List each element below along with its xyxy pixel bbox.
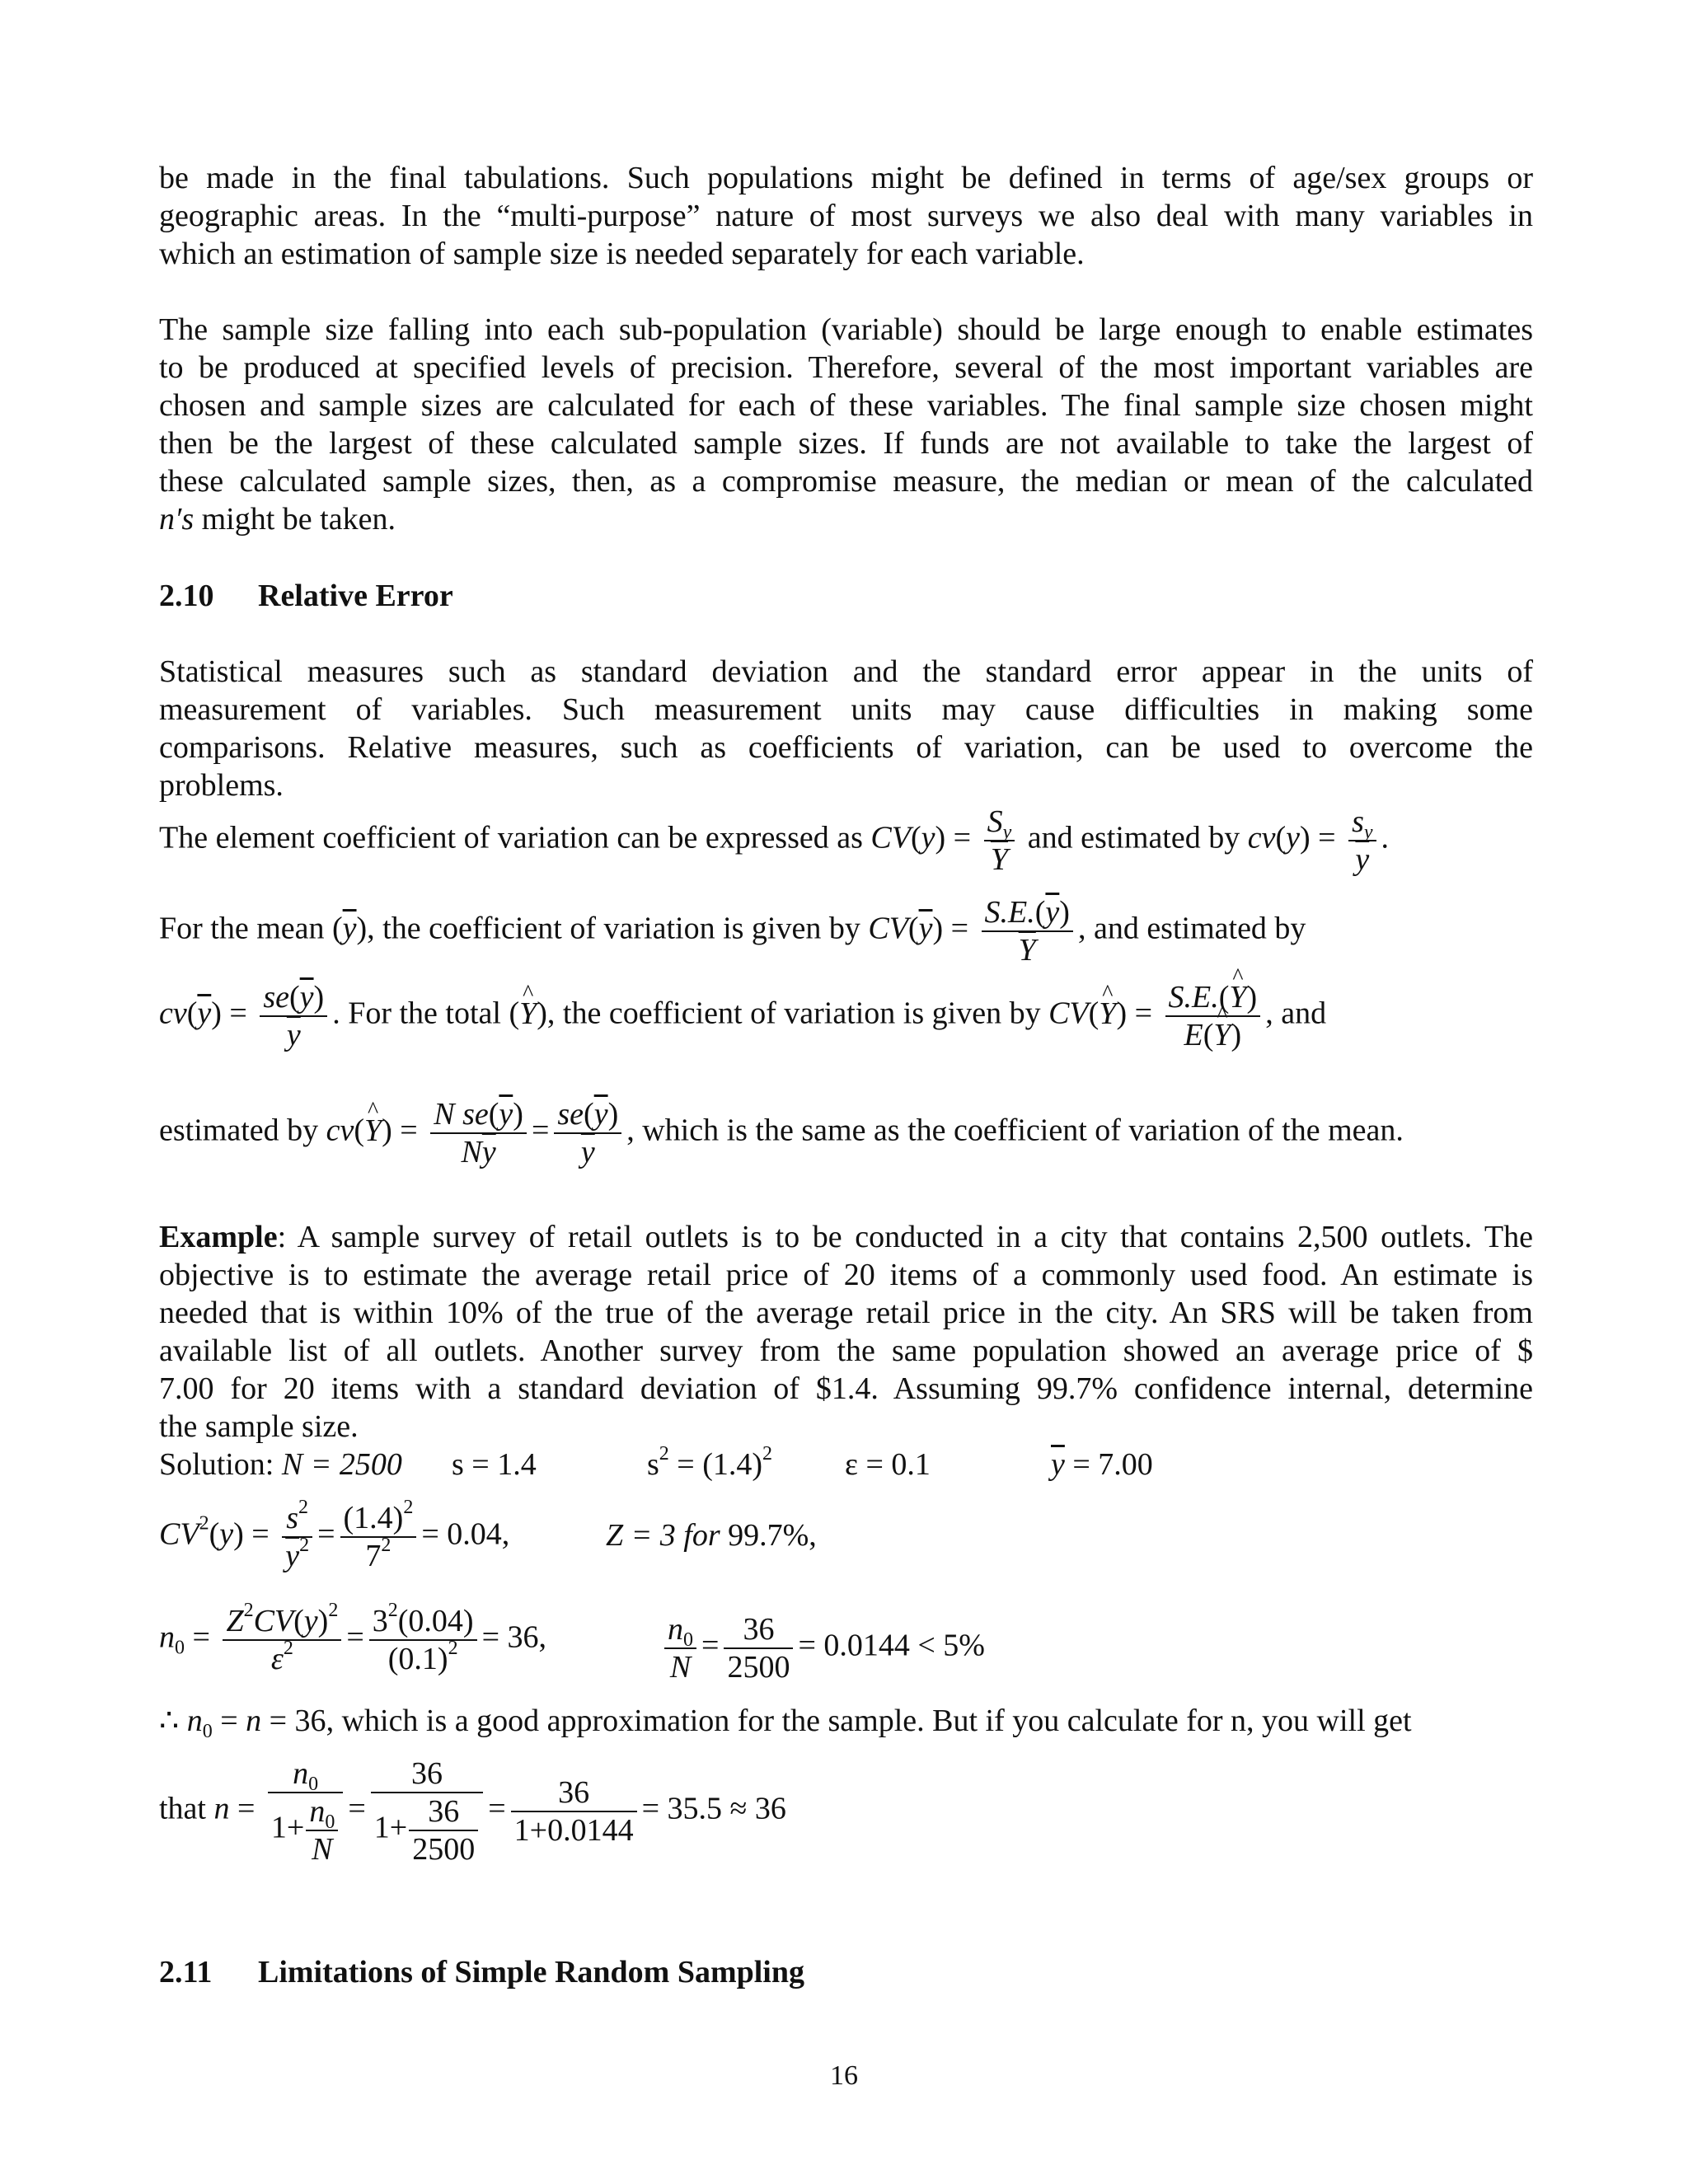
text-fragment: ), the coefficient of variation is given by — [537, 996, 1041, 1031]
fraction-sy-ybar: $\frac{s_y}{y}$ — [1348, 804, 1376, 878]
fraction-Sy-Ybar: $\frac{S_y}{Y}$ — [984, 804, 1015, 878]
text-fragment: = 36, — [481, 1619, 547, 1655]
text-line: The sample size falling into each sub-population (variable) should be large enough to enable estimates — [159, 312, 1533, 347]
text-line: 7.00 for 20 items with a standard deviation of $1.4. Assuming 99.7% confidence internal, determine — [159, 1371, 1533, 1406]
solution-line — [159, 1446, 402, 1483]
text-line: to be produced at specified levels of precision. Therefore, several of the most important variables are — [159, 350, 1533, 385]
text-line: available list of all outlets. Another survey from the same population showed an average price of $ — [159, 1333, 1533, 1368]
text-fragment: = 0.04, — [421, 1516, 510, 1552]
text-line: which an estimation of sample size is needed separately for each variable. — [159, 237, 1085, 271]
text-fragment: The element coefficient of variation can be expressed as — [159, 820, 863, 855]
text-line: the sample size. — [159, 1409, 359, 1444]
page-number: 16 — [830, 2060, 858, 2091]
solution-N: N = 2500 — [281, 1447, 402, 1482]
solution-epsilon: ε = 0.1 — [845, 1447, 931, 1482]
fraction-numeric: $\frac{3^2(0.04)}{(0.1)^2}$ — [369, 1603, 477, 1677]
text-line: be made in the final tabulations. Such populations might be defined in terms of age/sex groups or — [159, 161, 1533, 195]
paragraph-2 — [159, 311, 1533, 538]
section-number: 2.11 — [159, 1955, 213, 1990]
example-label: Example — [159, 1220, 278, 1254]
text-fragment: estimated by — [159, 1113, 319, 1148]
text-fragment: , which is the same as the coefficient of variation of the mean. — [626, 1113, 1404, 1148]
text-line — [159, 1218, 1533, 1256]
text-fragment: = 35.5 ≈ 36 — [641, 1791, 786, 1826]
text-line: these calculated sample sizes, then, as a compromise measure, the median or mean of the calculated — [159, 464, 1533, 499]
fraction-n0-N: $\frac{n_0}{N}$ — [664, 1611, 696, 1685]
cv-line-1: The element coefficient of variation can be expressed as CV(y) = $\frac{S_y}{Y}$ and estimated by cv(y) = $\frac{s_y}{y}$ . — [159, 804, 1390, 877]
text-line — [159, 500, 1533, 538]
section-heading-2-11 — [159, 1953, 804, 1991]
text-fragment: and estimated by — [1027, 820, 1240, 855]
cv-line-3: $cv(\overline{y})$ = $\frac{se(\overline{y})}{y}$ . For the total (^ Y), the coefficient of variation is given by CV(^ Y) = $\frac{S.E.(\^{} Y)}{E(\^{} Y)}$ , and — [159, 979, 1326, 1053]
fraction-14sq-7sq: $\frac{(1.4)^2}{7^2}$ — [340, 1500, 417, 1574]
fraction-se-y: $\frac{se(\overline{y})}{y}$ — [554, 1096, 621, 1170]
fraction-n0-1plus: $n_0$ 1+ $\frac{n_0}{N}$ — [268, 1755, 343, 1868]
math-ns: n′s — [159, 502, 195, 537]
n0-equation: $n_0$ = $\frac{Z^2CV(y)^2}{\varepsilon^2}$ = $\frac{3^2(0.04)}{(0.1)^2}$ = 36, — [159, 1600, 547, 1676]
text-fragment: : A sample survey of retail outlets is to be conducted in a city that contains 2,500 outlets. The — [277, 1220, 1533, 1254]
paragraph-3 — [159, 653, 1533, 804]
cv-line-2: For the mean $(\overline{y})$, the coefficient of variation is given by $CV(\overline{y})$ = $\frac{S.E.(\overline{y})}{Y}$ , and estimated by — [159, 895, 1306, 968]
paragraph-1 — [159, 159, 1533, 273]
final-n-equation: that n = $n_0$ 1+ $\frac{n_0}{N}$ = 36 1+ $\frac{36}{2500}$ = $\frac{36}{1+0.0144}$ = 35.5 ≈ 36 — [159, 1756, 786, 1867]
fraction-SE-ybar: $\frac{S.E.(\overline{y})}{Y}$ — [982, 894, 1073, 968]
text-fragment: 99.7%, — [720, 1518, 817, 1553]
text-line: problems. — [159, 768, 284, 803]
cv-line-4: estimated by cv(^ Y) = $\frac{N se(\overline{y})}{N\overline{y}}$ = $\frac{se(\overline{y})}{y}$ , which is the same as the coefficient of variation of the mean. — [159, 1096, 1404, 1170]
text-line: chosen and sample sizes are calculated for each of these variables. The final sample size chosen might — [159, 388, 1533, 423]
text-line: then be the largest of these calculated sample sizes. If funds are not available to take the largest of — [159, 426, 1533, 461]
solution-ybar: $\overline{y} = 7.00$ — [1051, 1447, 1153, 1482]
text-fragment: , and — [1265, 996, 1327, 1031]
z-value — [606, 1516, 817, 1554]
example-paragraph — [159, 1218, 1533, 1446]
fraction-36-2500: $\frac{36}{2500}$ — [724, 1611, 793, 1685]
cv-squared-equation: $CV^2(y)$ = $\frac{s^2}{\overline{y}^2}$ = $\frac{(1.4)^2}{7^2}$ = 0.04, — [159, 1497, 510, 1573]
text-line: Statistical measures such as standard deviation and the standard error appear in the units of — [159, 654, 1533, 689]
text-fragment: For the mean ( — [159, 911, 343, 946]
solution-label: Solution: — [159, 1447, 274, 1482]
fraction-z2cv2-eps2: $\frac{Z^2CV(y)^2}{\varepsilon^2}$ — [223, 1603, 341, 1677]
text-fragment: . For the total ( — [332, 996, 520, 1031]
text-line: objective is to estimate the average retail price of 20 items of a commonly used food. An estimate is — [159, 1258, 1533, 1292]
section-heading-2-10 — [159, 577, 453, 615]
text-fragment: = 0.0144 < 5% — [798, 1628, 985, 1663]
fraction-36-1plus: 36 1+ $\frac{36}{2500}$ — [371, 1755, 483, 1868]
section-title: Relative Error — [258, 579, 453, 613]
text-fragment: ), the coefficient of variation is given by — [356, 911, 860, 946]
solution-s: s = 1.4 — [452, 1447, 537, 1482]
solution-s2: $s^2 = (1.4)^2$ — [647, 1443, 773, 1482]
text-fragment: , which is a good approximation for the sample. But if you calculate for n, you will get — [326, 1704, 1412, 1738]
n0-ratio-equation: $\frac{n_0}{N}$ = $\frac{36}{2500}$ = 0.0144 < 5% — [659, 1611, 985, 1685]
text-line: geographic areas. In the “multi-purpose” nature of most surveys we also deal with many variables in — [159, 199, 1533, 233]
section-title: Limitations of Simple Random Sampling — [258, 1955, 804, 1990]
fraction-Nse-Ny: $\frac{N se(\overline{y})}{N\overline{y}}$ — [430, 1096, 527, 1170]
text-fragment: = (1.4) — [677, 1447, 763, 1482]
text-fragment: that — [159, 1791, 206, 1826]
text-fragment: for — [683, 1518, 720, 1553]
text-fragment: might be taken. — [194, 502, 396, 537]
text-fragment: , and estimated by — [1077, 911, 1306, 946]
section-number: 2.10 — [159, 579, 214, 613]
fraction-s2-y2: $\frac{s^2}{\overline{y}^2}$ — [282, 1500, 312, 1574]
text-line: needed that is within 10% of the true of the average retail price in the city. An SRS will be taken from — [159, 1296, 1533, 1330]
fraction-se-ybar: $\frac{se(\overline{y})}{y}$ — [260, 979, 327, 1053]
text-fragment: = 7.00 — [1072, 1447, 1153, 1482]
text-line: measurement of variables. Such measurement units may cause difficulties in making some — [159, 692, 1533, 727]
text-fragment: Z = 3 — [606, 1518, 676, 1553]
fraction-36-1.0144: $\frac{36}{1+0.0144}$ — [511, 1774, 637, 1849]
fraction-SE-Yhat: $\frac{S.E.(\^{} Y)}{E(\^{} Y)}$ — [1165, 979, 1261, 1053]
therefore-line: ∴ $n_0 = n = 36$, which is a good approximation for the sample. But if you calculate for n, you will get — [159, 1704, 1412, 1742]
text-line: comparisons. Relative measures, such as coefficients of variation, can be used to overcome the — [159, 730, 1533, 765]
